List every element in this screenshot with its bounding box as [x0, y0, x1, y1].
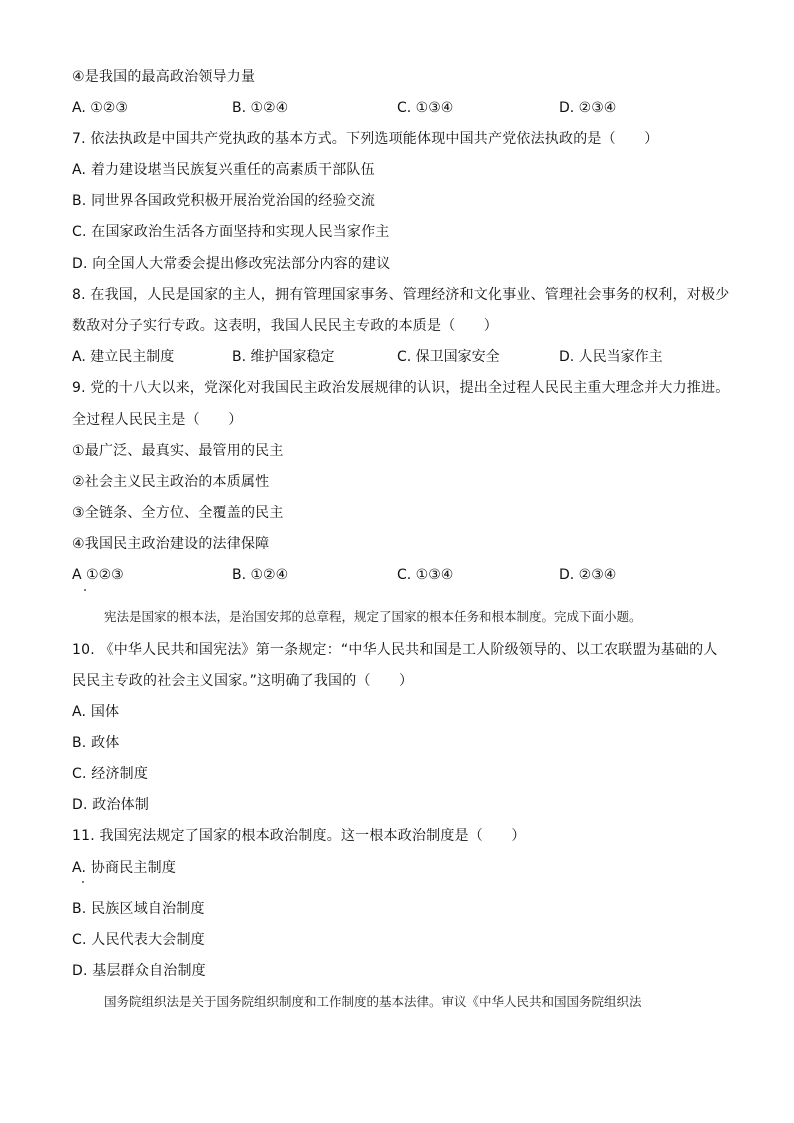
q9-stem-line1: 9. 党的十八大以来，党深化对我国民主政治发展规律的认识，提出全过程人民民主重大理念并大力推进。 — [72, 380, 730, 396]
q6-options — [72, 99, 722, 117]
q8-stem-line1: 8. 在我国，人民是国家的主人，拥有管理国家事务、管理经济和文化事业、管理社会事务的权利，对极少 — [72, 287, 730, 303]
q9-item-4: ④我国民主政治建设的法律保障 — [72, 536, 270, 552]
q7-option-d[interactable]: D. 向全国人大常委会提出修改宪法部分内容的建议 — [72, 256, 391, 272]
q9-option-b[interactable]: B. ①②④ — [232, 567, 289, 583]
q11-option-c[interactable]: C. 人民代表大会制度 — [72, 932, 205, 948]
q9-option-d[interactable]: D. ②③④ — [559, 567, 617, 583]
q9-item-3: ③全链条、全方位、全覆盖的民主 — [72, 505, 284, 521]
q9-item-2: ②社会主义民主政治的本质属性 — [72, 474, 270, 490]
q10-stem-line1: 10. 《中华人民共和国宪法》第一条规定：“中华人民共和国是工人阶级领导的、以工农联盟为基础的人 — [72, 642, 718, 658]
passage-intro-constitution: 宪法是国家的根本法，是治国安邦的总章程，规定了国家的根本任务和根本制度。完成下面小题。 — [104, 609, 642, 624]
q8-option-a[interactable]: A. 建立民主制度 — [72, 349, 175, 365]
q11-option-b[interactable]: B. 民族区域自治制度 — [72, 901, 205, 917]
stray-mark — [82, 881, 84, 883]
q10-option-d[interactable]: D. 政治体制 — [72, 797, 150, 813]
q8-option-c[interactable]: C. 保卫国家安全 — [397, 349, 500, 365]
stray-mark — [84, 589, 86, 591]
q8-stem-line2: 数敌对分子实行专政。这表明，我国人民民主专政的本质是（ ） — [72, 318, 498, 334]
q6-option-c[interactable]: C. ①③④ — [397, 100, 454, 116]
q7-option-b[interactable]: B. 同世界各国政党积极开展治党治国的经验交流 — [72, 193, 376, 209]
q11-option-d[interactable]: D. 基层群众自治制度 — [72, 963, 206, 979]
q6-item-4: ④是我国的最高政治领导力量 — [72, 69, 256, 85]
q9-item-1: ①最广泛、最真实、最管用的民主 — [72, 443, 284, 459]
q9-options — [72, 566, 722, 584]
q8-option-d[interactable]: D. 人民当家作主 — [559, 349, 663, 365]
q9-option-a[interactable]: A ①②③ — [72, 567, 124, 583]
q7-option-a[interactable]: A. 着力建设堪当民族复兴重任的高素质干部队伍 — [72, 162, 375, 178]
q7-option-c[interactable]: C. 在国家政治生活各方面坚持和实现人民当家作主 — [72, 224, 390, 240]
q8-options — [72, 348, 722, 366]
q10-option-b[interactable]: B. 政体 — [72, 735, 120, 751]
q6-option-a[interactable]: A. ①②③ — [72, 100, 128, 116]
q11-option-a[interactable]: A. 协商民主制度 — [72, 860, 177, 876]
q7-stem: 7. 依法执政是中国共产党执政的基本方式。下列选项能体现中国共产党依法执政的是（ ） — [72, 131, 659, 147]
q10-option-a[interactable]: A. 国体 — [72, 704, 120, 720]
q6-option-d[interactable]: D. ②③④ — [559, 100, 617, 116]
q10-stem-line2: 民民主专政的社会主义国家。”这明确了我国的（ ） — [72, 673, 414, 689]
q9-stem-line2: 全过程人民民主是（ ） — [72, 412, 243, 428]
q8-option-b[interactable]: B. 维护国家稳定 — [232, 349, 335, 365]
q11-stem: 11. 我国宪法规定了国家的根本政治制度。这一根本政治制度是（ ） — [72, 828, 526, 844]
q9-option-c[interactable]: C. ①③④ — [397, 567, 454, 583]
q6-option-b[interactable]: B. ①②④ — [232, 100, 289, 116]
q10-option-c[interactable]: C. 经济制度 — [72, 766, 149, 782]
passage-intro-state-council: 国务院组织法是关于国务院组织制度和工作制度的基本法律。审议《中华人民共和国国务院组织法 — [104, 994, 642, 1009]
